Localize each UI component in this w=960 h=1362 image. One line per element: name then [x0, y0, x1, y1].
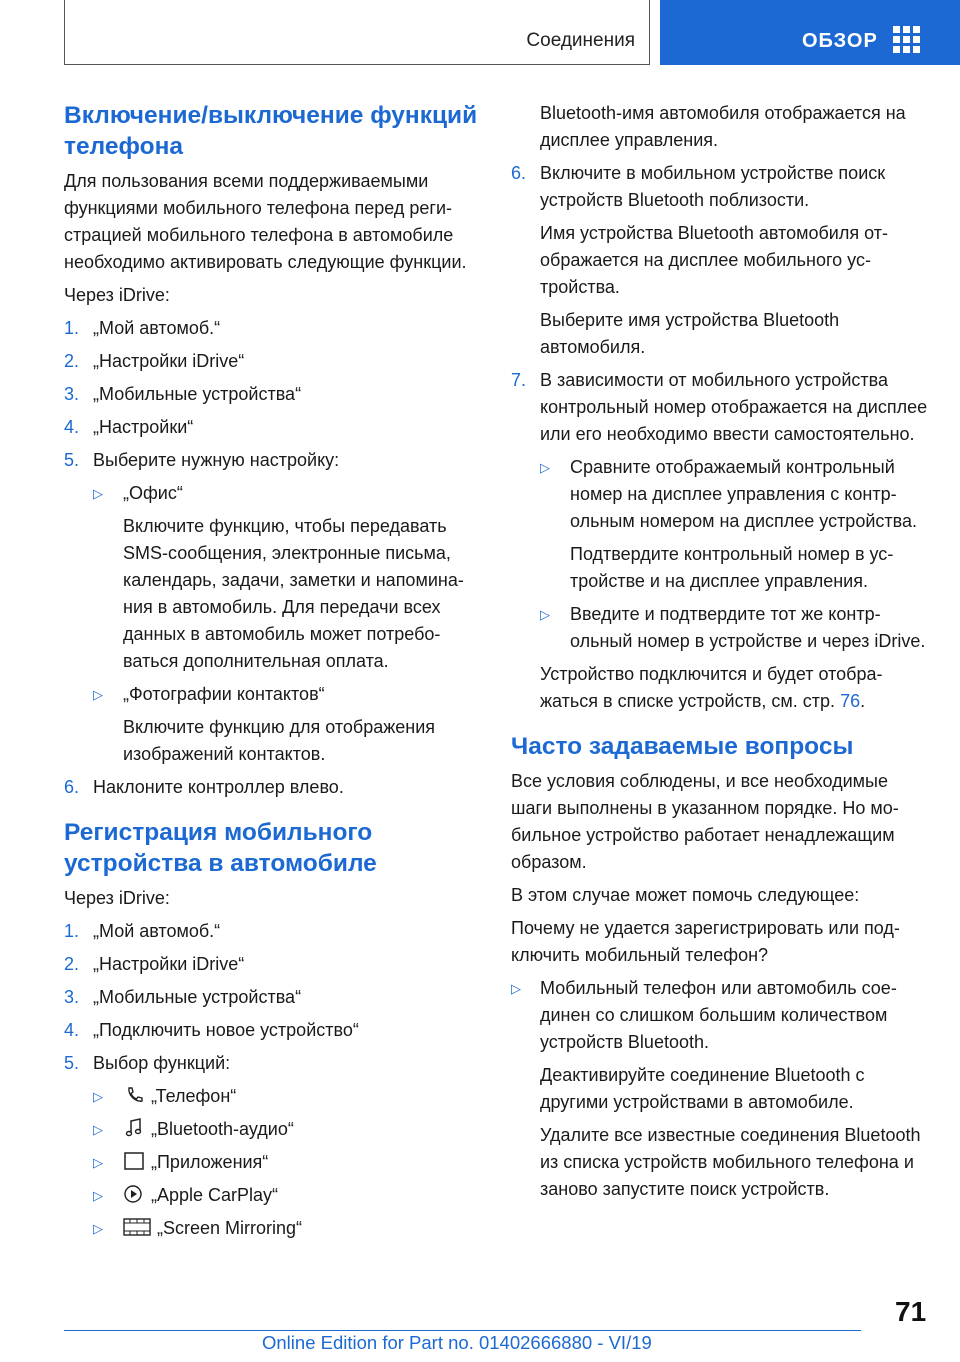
triangle-bullet-icon: ▷: [93, 486, 103, 501]
list-item: 4. „Настройки“: [64, 417, 194, 437]
list-item: 5. Выбор функций:: [64, 1053, 231, 1073]
function-bluetooth-audio: ▷ „Bluetooth-аудио“: [64, 1116, 484, 1143]
phone-icon: [123, 1085, 145, 1105]
triangle-bullet-icon: ▷: [93, 1155, 103, 1170]
play-circle-icon: [123, 1184, 145, 1204]
via-idrive-label-2: Через iDrive:: [64, 888, 170, 908]
heading-register-device: Регистрация мобильного устройства в автомобиле: [64, 819, 377, 877]
triangle-bullet-icon: ▷: [93, 1221, 103, 1236]
function-screen-mirroring: ▷ „Screen Mirroring“: [64, 1215, 484, 1242]
overview-nav-button[interactable]: [660, 0, 960, 65]
right-column: [511, 100, 931, 1209]
steps-list-1: [64, 315, 484, 474]
triangle-bullet-icon: ▷: [93, 1089, 103, 1104]
triangle-bullet-icon: ▷: [93, 1122, 103, 1137]
overview-nav-label: ОБЗОР: [802, 30, 878, 52]
header-section-box: [64, 0, 650, 65]
faq-answer-3: Удалите все известные соединения Bluetooth из списка устройств мобильного телефона и заново запустите поиск устройств.: [540, 1125, 921, 1199]
faq-answer-2: Деактивируйте соединение Bluetooth с другими устройствами в автомобиле.: [540, 1065, 865, 1112]
list-item: 6. Включите в мобильном устройстве поиск устройств Bluetooth поблизости.: [511, 163, 886, 210]
photos-description: Включите функцию для отображения изображений контактов.: [123, 717, 436, 764]
heading-phone-functions: Включение/выключение функций телефона: [64, 102, 478, 160]
triangle-bullet-icon: ▷: [93, 1188, 103, 1203]
list-item: 6. Наклоните контроллер влево.: [64, 777, 344, 797]
office-description: Включите функцию, чтобы передавать SMS-сообщения, электронные письма, календарь, задачи, заметки и напоминания в автомобиль. Для передачи всех данных в автомобиль может потребоваться дополнительная оплата.: [123, 516, 464, 671]
apps-icon: [123, 1151, 145, 1171]
faq-paragraph-1: Все условия соблюдены, и все необходимые шаги выполнены в указанном порядке. Но мобильное устройство работает ненадлежащим образом.: [511, 771, 899, 872]
triangle-bullet-icon: ▷: [540, 460, 550, 475]
connect-text: Устройство подключится и будет отображаться в списке устройств, см. стр. 76.: [540, 664, 883, 711]
screen-mirroring-icon: [123, 1217, 151, 1237]
via-idrive-label: Через iDrive:: [64, 285, 170, 305]
list-item: 3. „Мобильные устройства“: [64, 987, 302, 1007]
faq-paragraph-2: В этом случае может помочь следующее:: [511, 885, 860, 905]
list-item: 2. „Настройки iDrive“: [64, 954, 245, 974]
page-number: 71: [895, 1296, 927, 1327]
step6-paragraph-2: Выберите имя устройства Bluetooth автомобиля.: [540, 310, 840, 357]
music-note-icon: [123, 1118, 145, 1138]
function-apple-carplay: ▷ „Apple CarPlay“: [64, 1182, 484, 1209]
list-item: 7. В зависимости от мобильного устройства контрольный номер отображается на дисплее или его необходимо ввести самостоятельно.: [511, 370, 928, 444]
list-item: 2. „Настройки iDrive“: [64, 351, 245, 371]
compare-number-item: ▷ Сравните отображаемый контрольный номер на дисплее управления с контрольным номером на дисплее устройства.: [511, 454, 931, 535]
list-item: 1. „Мой автомоб.“: [64, 318, 221, 338]
section-title: Соединения: [526, 30, 635, 51]
footer-edition: Online Edition for Part no. 01402666880 - VI/19: [262, 1332, 652, 1353]
faq-question: Почему не удается зарегистрировать или подключить мобильный телефон?: [511, 918, 900, 965]
page-link-76[interactable]: 76: [840, 691, 861, 711]
list-item: 4. „Подключить новое устройство“: [64, 1020, 359, 1040]
triangle-bullet-icon: ▷: [93, 687, 103, 702]
footer-divider: [64, 1330, 861, 1331]
heading-faq: Часто задаваемые вопросы: [511, 733, 854, 760]
intro-paragraph: Для пользования всеми поддерживаемыми функциями мобильного телефона перед регистрацией мобильного телефона в автомобиле необходимо активировать следующие функции.: [64, 171, 467, 272]
list-item: 1. „Мой автомоб.“: [64, 921, 221, 941]
function-apps: ▷ „Приложения“: [64, 1149, 484, 1176]
option-contact-photos: ▷ „Фотографии контактов“: [64, 681, 484, 708]
confirm-number-text: Подтвердите контрольный номер в устройстве и на дисплее управления.: [570, 544, 894, 591]
enter-number-item: ▷ Введите и подтвердите тот же контрольный номер в устройстве и через iDrive.: [511, 601, 931, 655]
function-phone: ▷ „Телефон“: [64, 1083, 484, 1110]
step6-paragraph-1: Имя устройства Bluetooth автомобиля отображается на дисплее мобильного устройства.: [540, 223, 888, 297]
bluetooth-name-text: Bluetooth-имя автомобиля отображается на дисплее управления.: [540, 103, 906, 150]
triangle-bullet-icon: ▷: [540, 607, 550, 622]
grid-icon: [893, 26, 923, 54]
option-office: ▷ „Офис“: [64, 480, 484, 507]
left-column: [64, 100, 484, 1248]
steps-list-2: [64, 918, 484, 1077]
triangle-bullet-icon: ▷: [511, 981, 521, 996]
list-item: 3. „Мобильные устройства“: [64, 384, 302, 404]
faq-answer-item: ▷ Мобильный телефон или автомобиль соединен со слишком большим количеством устройств Bluetooth.: [511, 975, 931, 1056]
list-item: 5. Выберите нужную настройку:: [64, 450, 340, 470]
